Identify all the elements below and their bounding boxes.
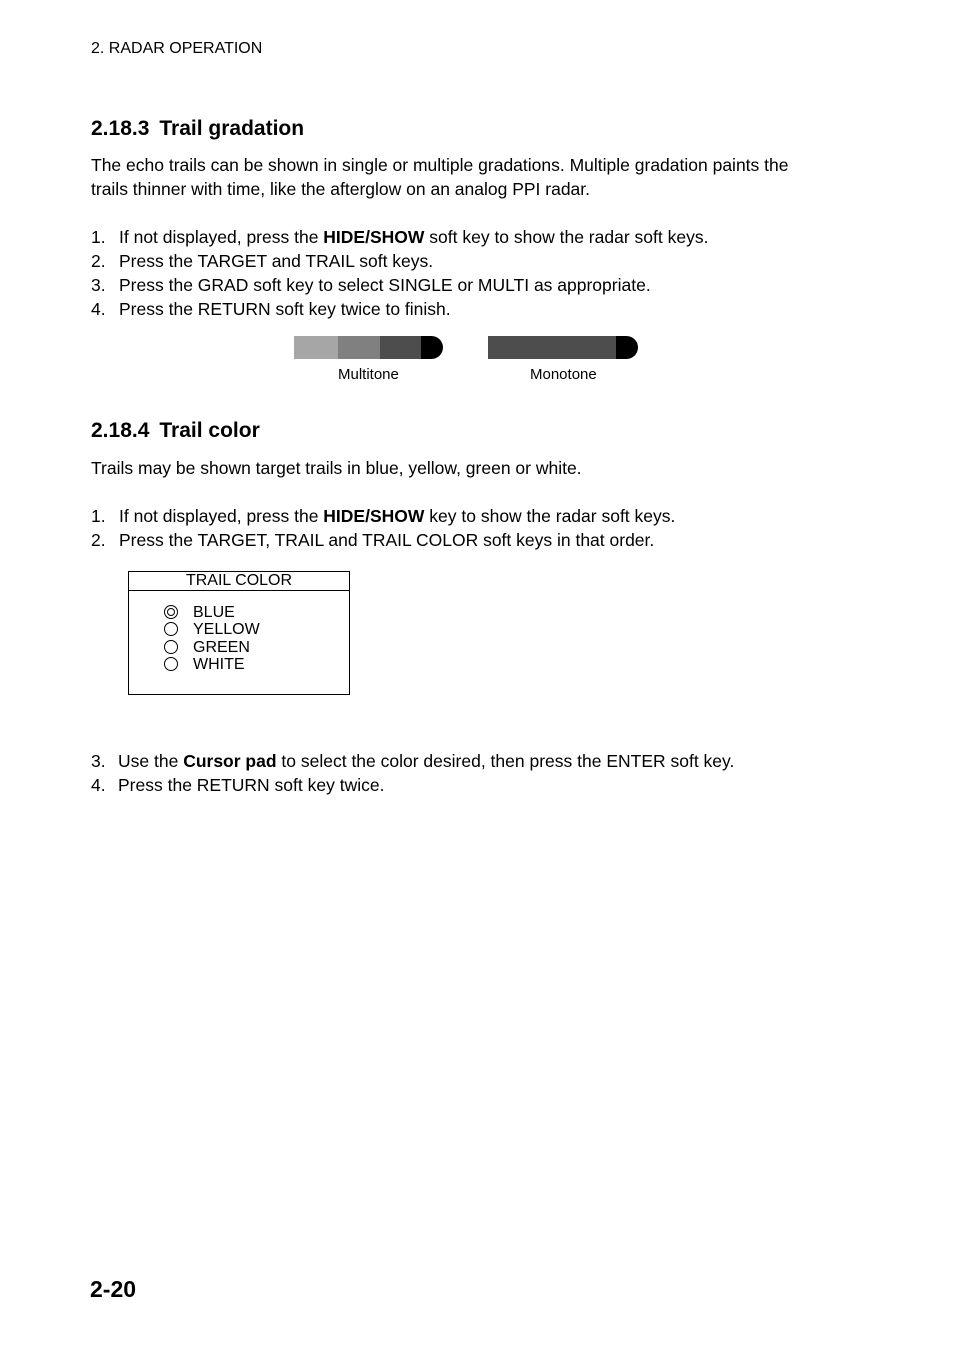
color-steps-a <box>91 504 675 552</box>
option-yellow[interactable] <box>164 621 260 638</box>
option-blue[interactable] <box>164 604 235 621</box>
step-number: 3. <box>91 275 106 295</box>
list-item <box>91 749 734 773</box>
list-item <box>91 273 708 297</box>
option-label: WHITE <box>193 656 245 673</box>
section-number: 2.18.3 <box>91 117 150 140</box>
multitone-label: Multitone <box>338 366 399 383</box>
step-number: 3. <box>91 751 106 771</box>
option-label: BLUE <box>193 604 235 621</box>
step-text: Press the TARGET, TRAIL and TRAIL COLOR soft keys in that order. <box>119 530 655 550</box>
section-heading-trail-gradation <box>91 117 304 141</box>
step-key: HIDE/SHOW <box>323 227 425 247</box>
section-title: Trail color <box>159 419 260 442</box>
gradation-steps <box>91 225 708 321</box>
page-number: 2-20 <box>90 1276 137 1302</box>
step-number: 4. <box>91 299 106 319</box>
radio-button-icon[interactable] <box>164 657 178 671</box>
step-text: If not displayed, press the <box>119 227 324 247</box>
trail-segment-dark <box>380 336 421 359</box>
step-number: 1. <box>91 227 106 247</box>
list-item <box>91 297 708 321</box>
intro-line: The echo trails can be shown in single or multiple gradations. Multiple gradation paints the <box>91 155 789 175</box>
monotone-trail-bar <box>488 336 638 359</box>
step-key: HIDE/SHOW <box>323 506 425 526</box>
section-number: 2.18.4 <box>91 419 150 442</box>
step-text: key to show the radar soft keys. <box>424 506 676 526</box>
radio-button-icon[interactable] <box>164 640 178 654</box>
step-key: Cursor pad <box>183 751 277 771</box>
intro-paragraph: Trails may be shown target trails in blue, yellow, green or white. <box>91 458 582 478</box>
trail-segment-dark <box>488 336 616 359</box>
step-text: Press the RETURN soft key twice. <box>118 775 385 795</box>
intro-line: trails thinner with time, like the afterglow on an analog PPI radar. <box>91 179 591 199</box>
step-text: If not displayed, press the <box>119 506 324 526</box>
option-green[interactable] <box>164 639 250 656</box>
option-white[interactable] <box>164 656 245 673</box>
trail-segment-light <box>294 336 338 359</box>
trail-end-cap <box>616 336 638 359</box>
intro-paragraph <box>91 153 788 201</box>
section-title: Trail gradation <box>159 117 305 140</box>
trail-end-cap <box>421 336 443 359</box>
step-text: Press the GRAD soft key to select SINGLE or MULTI as appropriate. <box>119 275 651 295</box>
list-item <box>91 528 675 552</box>
step-text: Use the <box>118 751 184 771</box>
color-steps-b <box>91 749 734 797</box>
step-number: 1. <box>91 506 106 526</box>
step-number: 4. <box>91 775 106 795</box>
running-head: 2. RADAR OPERATION <box>91 40 263 57</box>
section-heading-trail-color <box>91 419 260 443</box>
trail-segment-mid <box>338 336 380 359</box>
step-text: Press the RETURN soft key twice to finish. <box>119 299 451 319</box>
monotone-label: Monotone <box>530 366 597 383</box>
option-label: YELLOW <box>193 621 260 638</box>
list-item <box>91 249 708 273</box>
option-label: GREEN <box>193 639 250 656</box>
list-item <box>91 225 708 249</box>
trail-color-dialog <box>128 571 350 695</box>
radio-button-icon[interactable] <box>164 622 178 636</box>
radio-button-icon[interactable] <box>164 605 178 619</box>
step-number: 2. <box>91 251 106 271</box>
step-number: 2. <box>91 530 106 550</box>
dialog-title: TRAIL COLOR <box>129 572 349 591</box>
list-item <box>91 504 675 528</box>
multitone-trail-bar <box>294 336 443 359</box>
step-text: to select the color desired, then press the ENTER soft key. <box>276 751 735 771</box>
step-text: Press the TARGET and TRAIL soft keys. <box>119 251 434 271</box>
step-text: soft key to show the radar soft keys. <box>424 227 709 247</box>
list-item <box>91 773 734 797</box>
